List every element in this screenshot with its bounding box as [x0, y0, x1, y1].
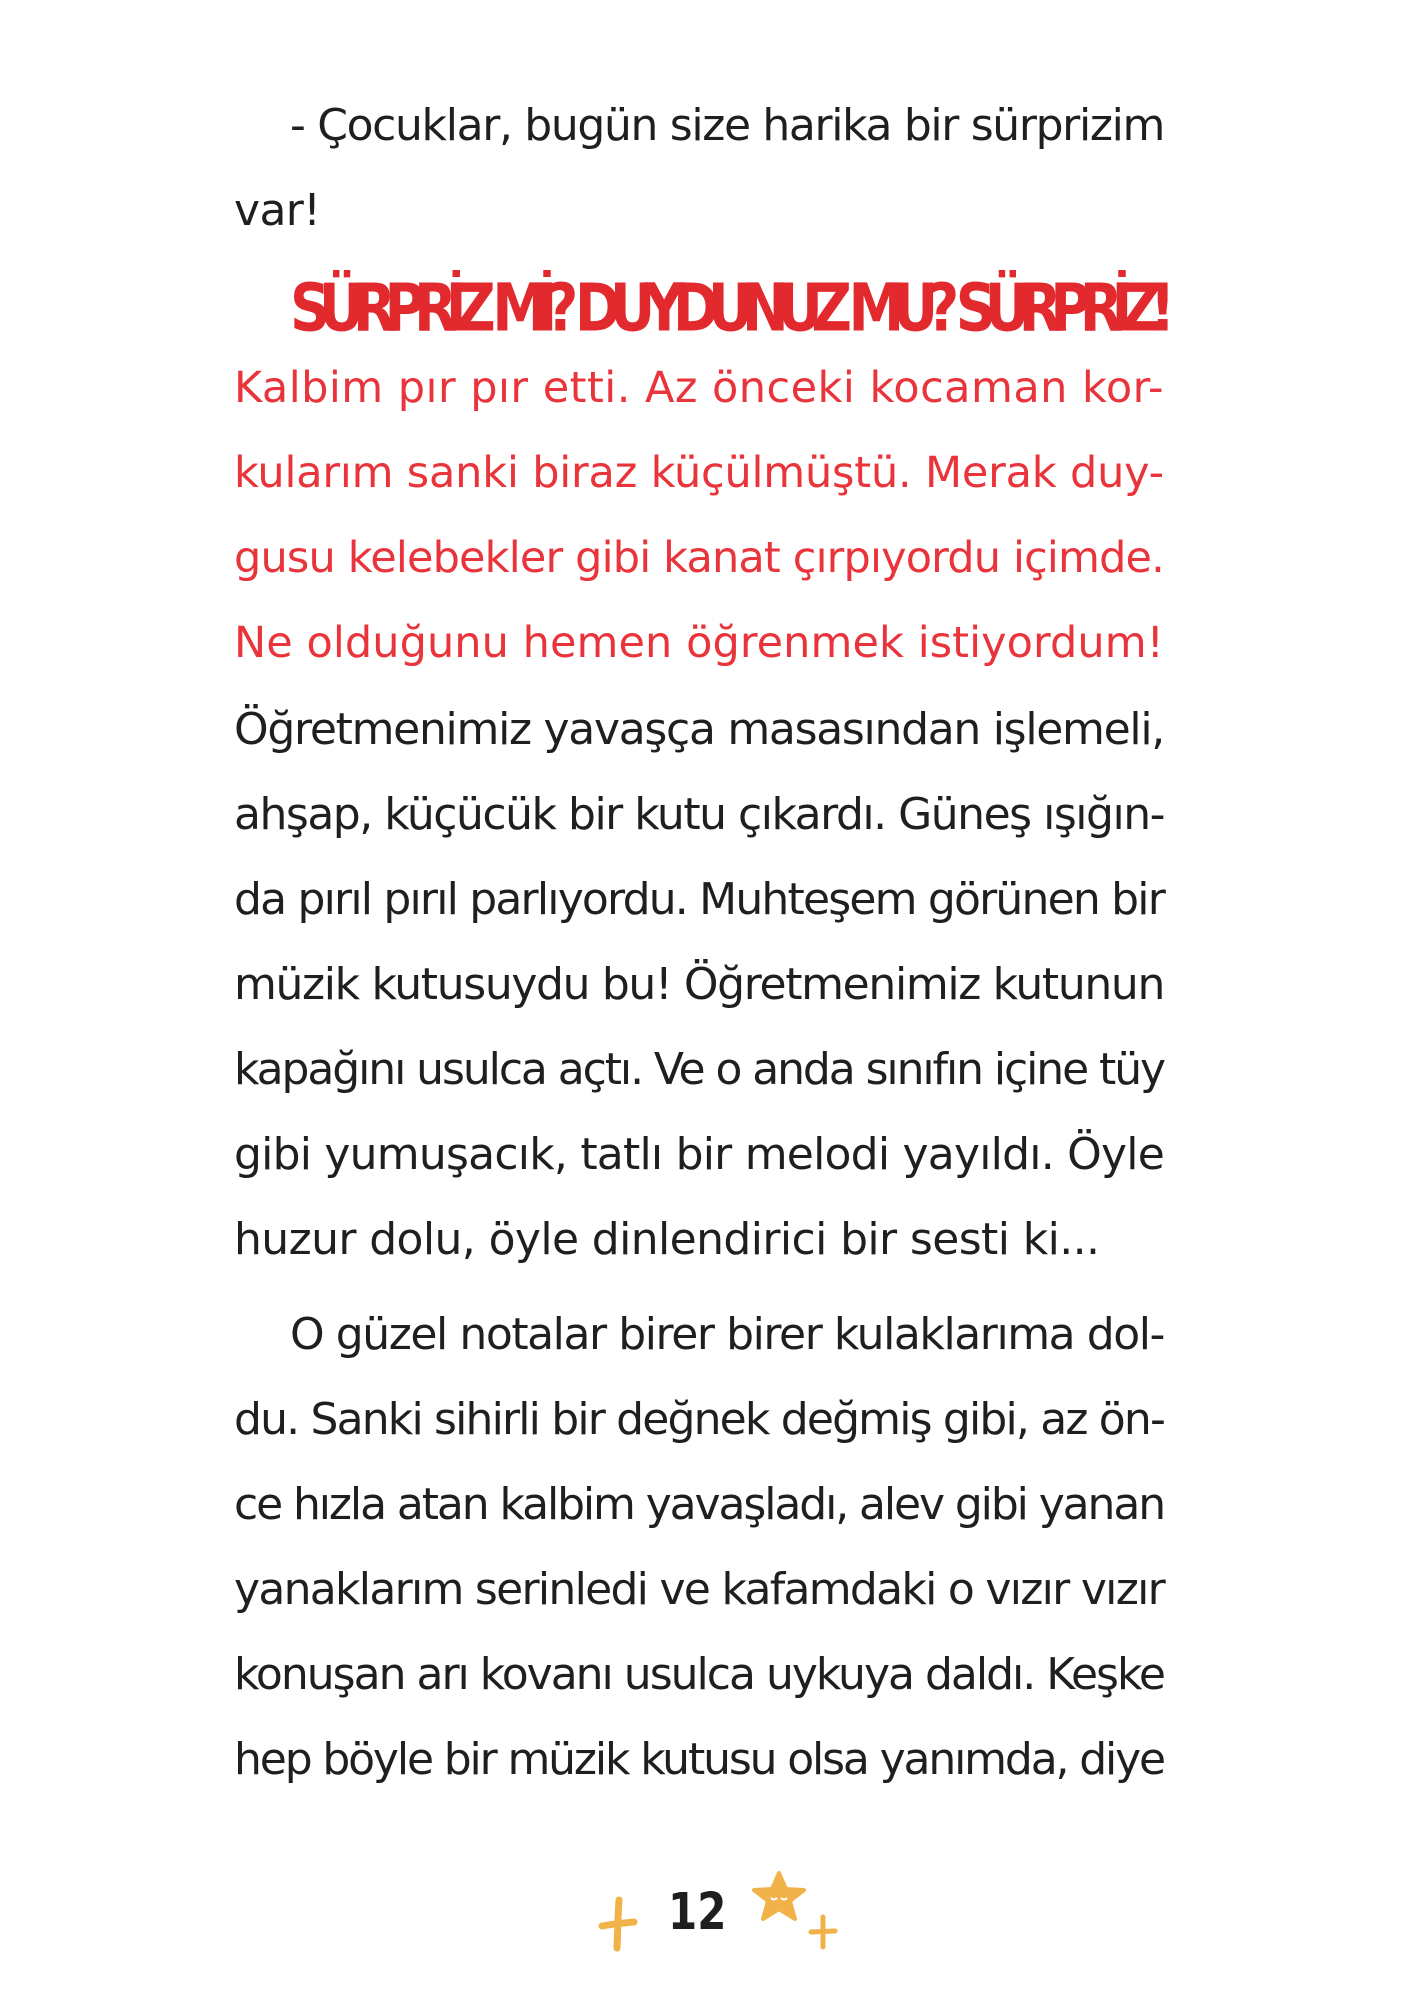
- text-line: müzik kutusuydu bu! Öğretmenimiz kutunun: [234, 959, 1164, 1010]
- text-line: O güzel notalar birer birer kulaklarıma dol-: [290, 1309, 1164, 1360]
- text-line: kapağını usulca açtı. Ve o anda sınıfın içine tüy: [234, 1044, 1164, 1095]
- page-footer: [0, 1870, 1414, 1960]
- sparkle-icon: [598, 1896, 638, 1952]
- text-line: yanaklarım serinledi ve kafamdaki o vızır vızır: [234, 1564, 1164, 1615]
- text-line: gibi yumuşacık, tatlı bir melodi yayıldı. Öyle: [234, 1129, 1164, 1180]
- text-line: var!: [234, 185, 321, 236]
- text-line: konuşan arı kovanı usulca uykuya daldı. Keşke: [234, 1649, 1164, 1700]
- handwritten-line: Kalbim pır pır etti. Az önceki kocaman kor-: [234, 363, 1164, 413]
- star-icon: [748, 1870, 810, 1928]
- text-line: ahşap, küçücük bir kutu çıkardı. Güneş ışığın-: [234, 789, 1164, 840]
- text-line: da pırıl pırıl parlıyordu. Muhteşem görünen bir: [234, 874, 1164, 925]
- text-line: du. Sanki sihirli bir değnek değmiş gibi, az ön-: [234, 1394, 1164, 1445]
- text-line: hep böyle bir müzik kutusu olsa yanımda, diye: [234, 1734, 1164, 1785]
- text-line: huzur dolu, öyle dinlendirici bir sesti ki...: [234, 1214, 1100, 1265]
- text-line: Öğretmenimiz yavaşça masasından işlemeli,: [234, 704, 1164, 755]
- page-number: 12: [668, 1882, 727, 1941]
- text-line: ce hızla atan kalbim yavaşladı, alev gibi yanan: [234, 1479, 1164, 1530]
- handwritten-line: Ne olduğunu hemen öğrenmek istiyordum!: [234, 618, 1164, 668]
- sparkle-icon: [808, 1914, 838, 1950]
- handwritten-line: gusu kelebekler gibi kanat çırpıyordu içimde.: [234, 533, 1164, 583]
- handwritten-line: kularım sanki biraz küçülmüştü. Merak duy-: [234, 448, 1164, 498]
- exclamation-heading: SÜRPRİZ Mİ? DUYDUNUZ MU? SÜRPRİZ!: [290, 270, 1164, 347]
- text-line: - Çocuklar, bugün size harika bir sürprizim: [290, 100, 1164, 151]
